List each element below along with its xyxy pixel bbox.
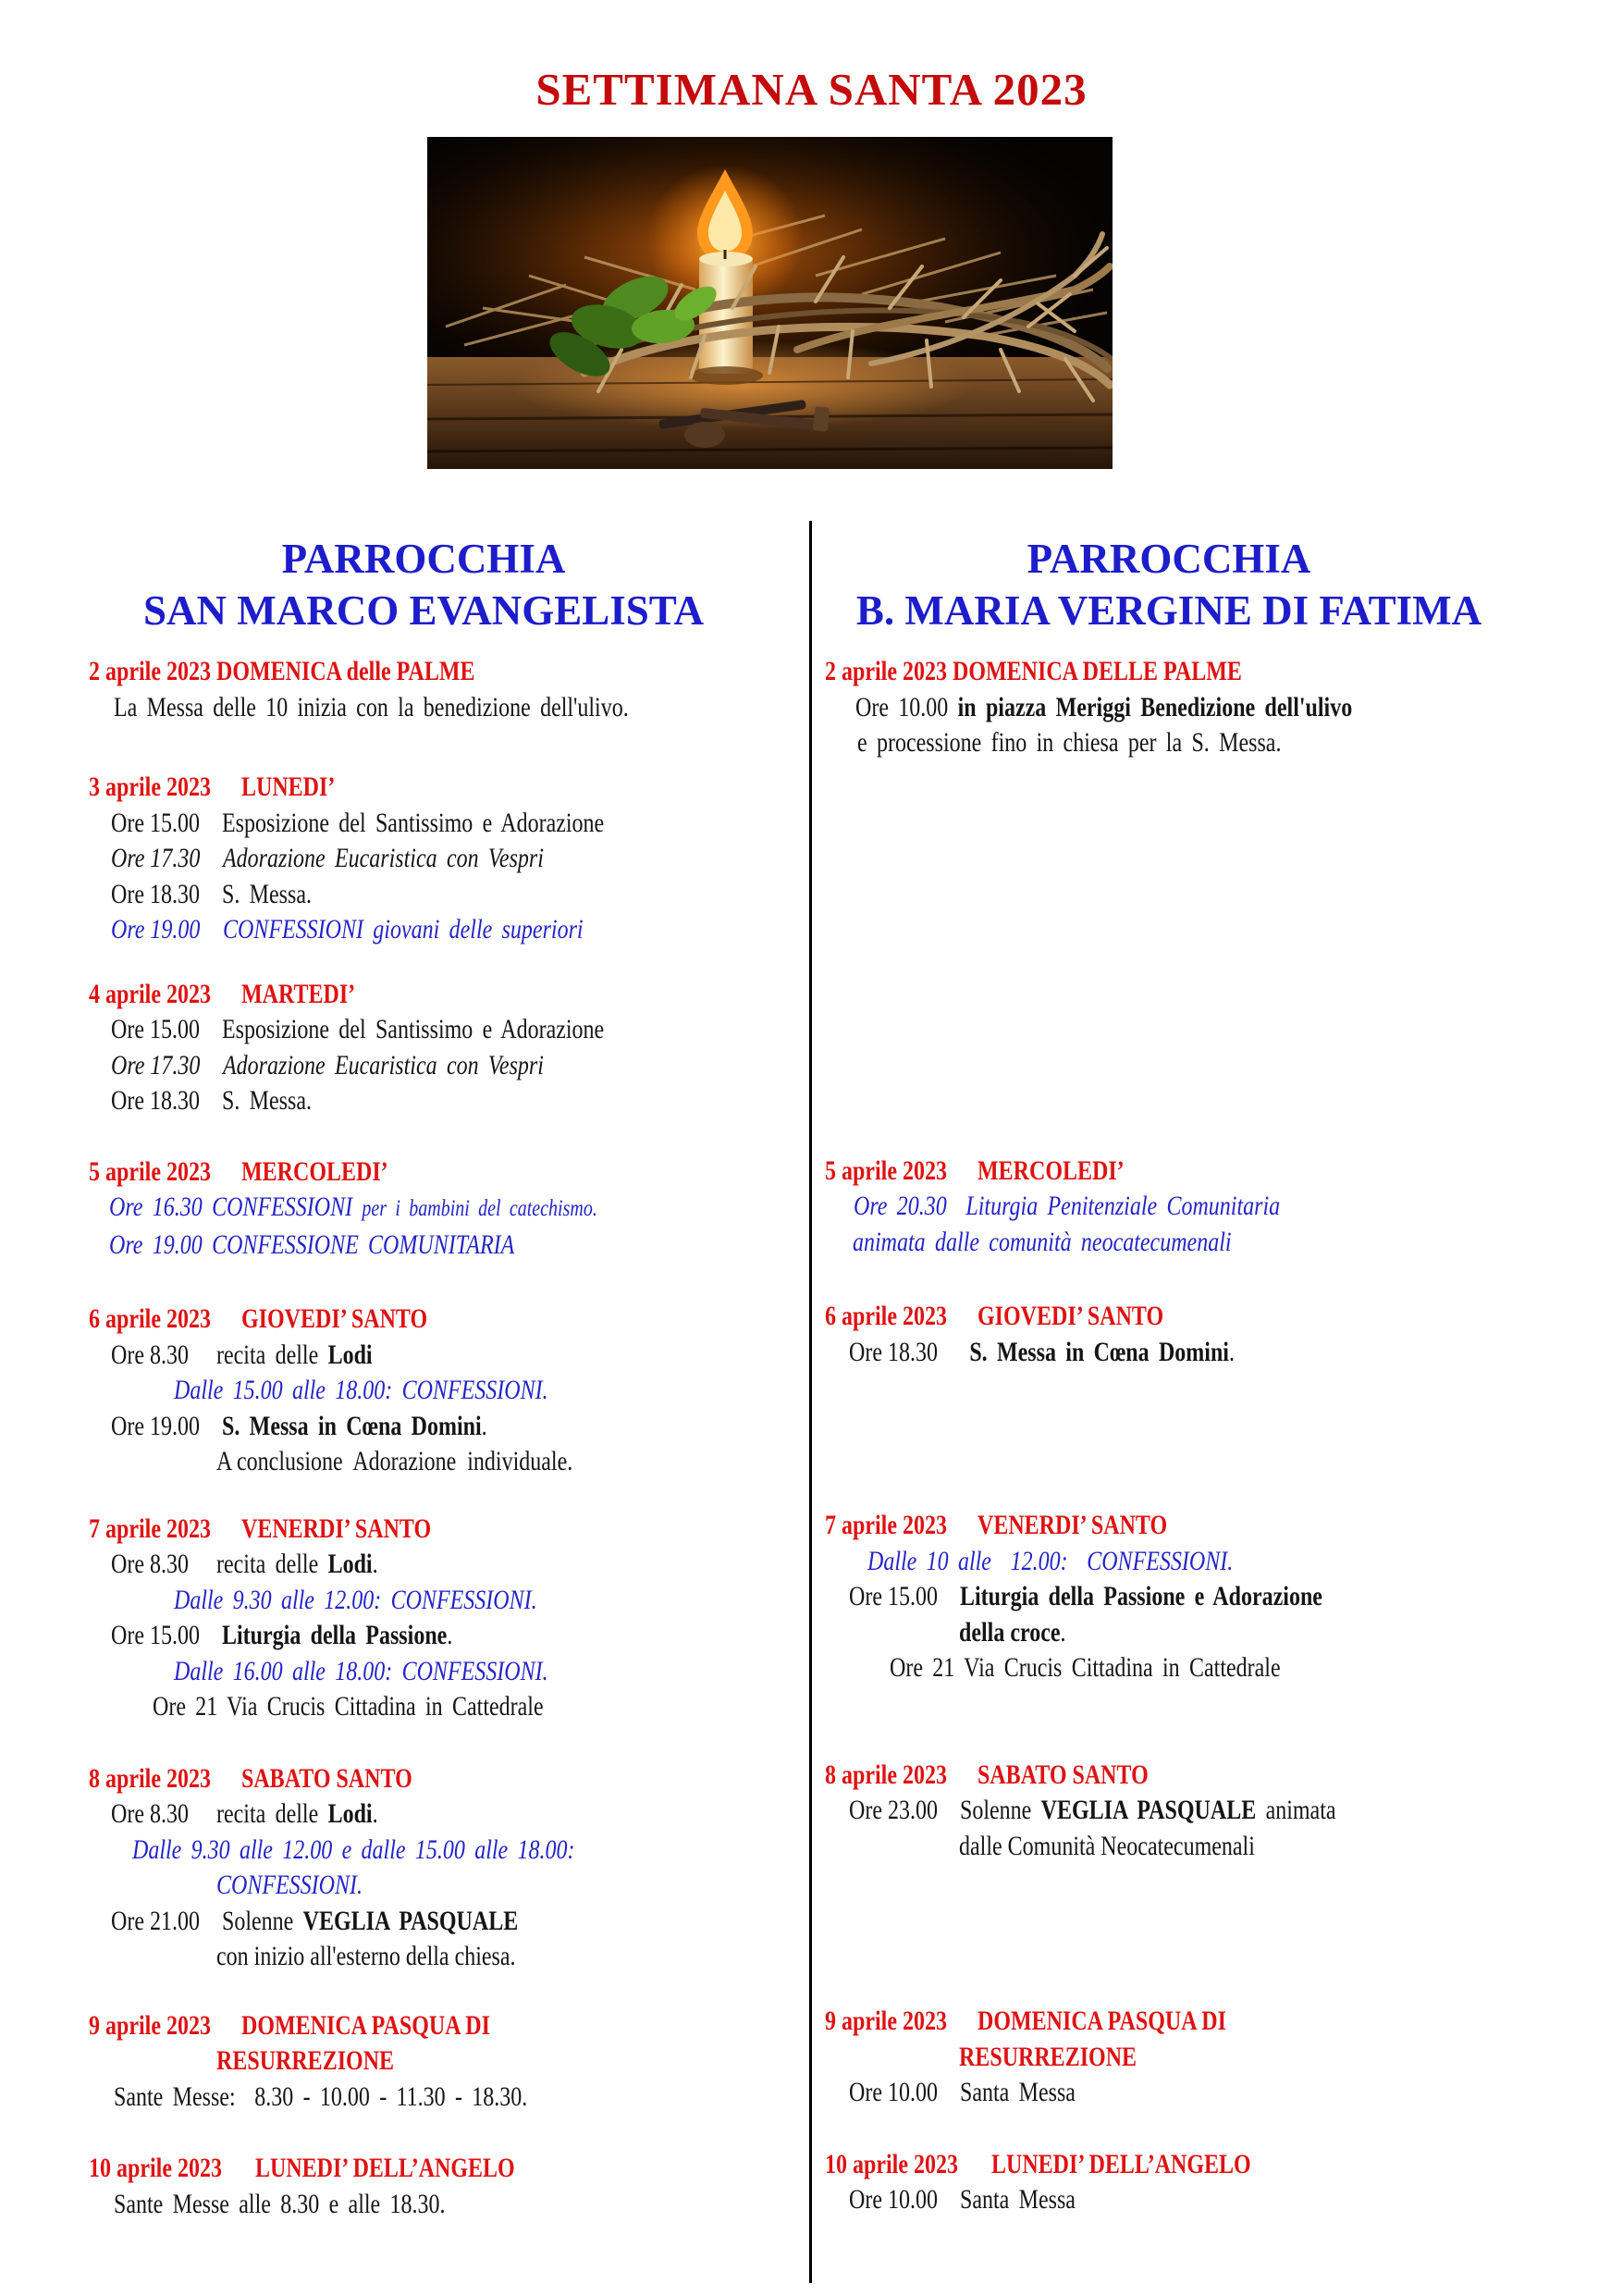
note-text <box>867 1544 1233 1580</box>
time-cell <box>849 2182 960 2218</box>
text-segment: Adorazione Eucaristica con Vespri <box>222 843 544 873</box>
date-cell <box>825 1154 977 1190</box>
note-row <box>89 2187 758 2223</box>
time-label: Ore 19.00 <box>111 914 201 944</box>
column-fatima <box>825 527 1513 2218</box>
continuation-text <box>216 1939 516 1975</box>
event-text <box>960 2182 1076 2218</box>
section-2-aprile-2023 <box>89 654 758 725</box>
day-label: MERCOLEDI’ <box>241 1155 388 1187</box>
column-divider <box>809 521 812 2283</box>
text-segment: animata <box>1256 1795 1336 1825</box>
note-row <box>825 690 1513 726</box>
date-row <box>89 654 758 690</box>
text-segment: Ore 20.30 Liturgia Penitenziale Comunitaria <box>854 1191 1281 1221</box>
event-text <box>222 1083 312 1119</box>
note-text <box>216 1868 363 1904</box>
text-segment: S. Messa in Cœna Domini <box>959 1336 1229 1367</box>
candle-crown-of-thorns-photo <box>427 137 1113 469</box>
section-10-aprile-2023 <box>89 2151 758 2222</box>
date-row <box>825 2004 1513 2040</box>
parish-header-line: B. MARIA VERGINE DI FATIMA <box>855 587 1482 634</box>
event-text <box>216 1338 373 1374</box>
schedule-row <box>89 1012 758 1048</box>
date-row <box>825 1758 1513 1794</box>
schedule-row <box>89 1547 758 1583</box>
date-label: 10 aprile 2023 <box>825 2148 958 2179</box>
event-text <box>223 912 584 948</box>
text-segment: Ore 16.30 CONFESSIONI <box>109 1191 363 1222</box>
text-segment: recita delle <box>216 1339 328 1370</box>
text-segment: Liturgia della Passione <box>221 1620 448 1650</box>
time-cell <box>111 877 222 913</box>
event-description <box>960 1579 1513 1615</box>
continuation-row <box>825 1829 1513 1865</box>
time-cell <box>111 912 223 948</box>
note-text <box>132 1833 575 1869</box>
text-segment: CONFESSIONI. <box>216 1870 363 1900</box>
text-segment: S. Messa in Cœna Domini <box>221 1410 482 1441</box>
day-label: SABATO SANTO <box>977 1759 1149 1790</box>
text-segment: La Messa delle 10 inizia con la benedizione dell'ulivo. <box>114 691 629 722</box>
parish-header-san-marco <box>89 527 758 636</box>
day-label: GIOVEDI’ SANTO <box>241 1303 428 1334</box>
text-segment: . <box>372 1549 378 1579</box>
section-7-aprile-2023 <box>89 1512 758 1725</box>
section-7-aprile-2023 <box>825 1508 1513 1686</box>
time-label: Ore 10.00 <box>849 2184 938 2215</box>
date-label: 8 aprile 2023 <box>825 1759 947 1790</box>
date-row <box>89 770 758 806</box>
time-label: Ore 15.00 <box>111 1014 200 1044</box>
date-label: 6 aprile 2023 <box>825 1301 947 1331</box>
time-cell <box>111 1547 216 1583</box>
date-row <box>825 1299 1513 1335</box>
event-text <box>960 1579 1322 1615</box>
day-label: DOMENICA PASQUA DI <box>241 2009 490 2041</box>
date-label: 5 aprile 2023 <box>825 1154 947 1186</box>
text-segment: della croce <box>959 1616 1061 1648</box>
event-text <box>223 1048 544 1084</box>
note-row <box>89 1228 758 1264</box>
event-description <box>216 1547 758 1583</box>
section-2-aprile-2023 <box>825 654 1513 761</box>
date-row <box>89 2008 758 2044</box>
text-segment: Lodi <box>327 1798 373 1829</box>
schedule-row <box>825 2182 1513 2218</box>
event-description <box>222 877 758 913</box>
schedule-row <box>89 1338 758 1374</box>
note-text <box>855 690 1352 726</box>
schedule-sections <box>825 654 1513 2218</box>
text-segment: S. Messa. <box>221 878 312 909</box>
text-segment: Dalle 9.30 alle 12.00: CONFESSIONI. <box>174 1584 537 1615</box>
text-segment: VEGLIA PASQUALE <box>302 1905 519 1936</box>
time-cell <box>111 1083 222 1119</box>
event-text <box>222 1618 452 1654</box>
continuation-row <box>89 1939 758 1975</box>
day-label: LUNEDI’ DELL’ANGELO <box>991 2148 1251 2179</box>
time-label: Ore 18.30 <box>849 1336 938 1367</box>
event-description <box>216 1796 758 1833</box>
text-segment: in piazza Meriggi Benedizione dell'ulivo <box>957 691 1353 722</box>
event-description <box>222 1904 758 1940</box>
schedule-row <box>825 1793 1513 1829</box>
time-cell <box>111 1048 223 1084</box>
event-description <box>223 841 758 877</box>
date-label: 9 aprile 2023 <box>825 2006 947 2036</box>
event-text <box>216 1547 378 1583</box>
time-label: Ore 15.00 <box>111 807 200 838</box>
section-8-aprile-2023 <box>825 1758 1513 1865</box>
event-text <box>960 1793 1336 1829</box>
text-segment: S. Messa. <box>221 1085 312 1116</box>
text-segment: Solenne <box>221 1905 303 1936</box>
text-segment: VEGLIA PASQUALE <box>1040 1795 1257 1825</box>
continuation-row <box>89 1444 758 1480</box>
text-segment: Adorazione Eucaristica con Vespri <box>222 1049 544 1080</box>
note-row <box>89 1868 758 1904</box>
event-text <box>960 2075 1076 2111</box>
schedule-row <box>89 1409 758 1445</box>
day-label: SABATO SANTO <box>241 1762 412 1794</box>
time-cell <box>111 1338 216 1374</box>
text-segment: Esposizione del Santissimo e Adorazione <box>221 807 605 838</box>
note-text <box>114 690 629 726</box>
page-title: SETTIMANA SANTA 2023 <box>535 64 1088 115</box>
date-row <box>825 2147 1513 2183</box>
text-segment: Ore 21 Via Crucis Cittadina in Cattedrale <box>890 1652 1281 1683</box>
text-segment: Dalle 15.00 alle 18.00: CONFESSIONI. <box>174 1375 548 1405</box>
date-cell <box>89 2008 241 2044</box>
event-description <box>216 1338 758 1374</box>
text-segment: . <box>1060 1616 1066 1648</box>
time-label: Ore 8.30 <box>111 1339 189 1370</box>
text-segment: . <box>481 1410 487 1441</box>
text-segment: Dalle 16.00 alle 18.00: CONFESSIONI. <box>174 1655 548 1686</box>
event-text <box>216 1796 378 1833</box>
time-label: Ore 8.30 <box>111 1549 189 1579</box>
text-segment: Lodi <box>327 1549 373 1579</box>
date-cell <box>89 2151 255 2187</box>
time-cell <box>849 1793 960 1829</box>
event-description <box>222 1012 758 1048</box>
note-row <box>89 2080 758 2116</box>
date-cell <box>89 977 241 1013</box>
day-label: LUNEDI’ <box>241 772 336 802</box>
note-text <box>109 1190 597 1228</box>
time-label: Ore 19.00 <box>111 1410 200 1441</box>
note-row <box>89 1583 758 1619</box>
text-segment: dalle Comunità Neocatecumenali <box>959 1830 1255 1861</box>
column-san-marco <box>89 527 758 2222</box>
date-row <box>89 1761 758 1797</box>
date-and-day-label: 2 aprile 2023 DOMENICA delle PALME <box>89 656 475 686</box>
date-cell <box>89 770 241 806</box>
text-segment: Ore 19.00 CONFESSIONE COMUNITARIA <box>109 1228 515 1260</box>
time-cell <box>111 1409 222 1445</box>
text-segment: Liturgia della Passione e Adorazione <box>959 1581 1322 1611</box>
date-cell <box>89 1512 241 1548</box>
event-description <box>223 1048 758 1084</box>
text-segment: CONFESSIONI giovani delle superiori <box>222 914 584 944</box>
date-label: 4 aprile 2023 <box>89 978 211 1009</box>
parish-header-line: SAN MARCO EVANGELISTA <box>143 587 704 634</box>
date-row <box>89 2151 758 2187</box>
text-segment: con inizio all'esterno della chiesa. <box>216 1941 516 1971</box>
day-label: RESURREZIONE <box>959 2041 1137 2072</box>
time-label: Ore 8.30 <box>111 1798 189 1829</box>
date-label: 8 aprile 2023 <box>89 1762 211 1794</box>
text-segment: per i bambini del catechismo. <box>362 1196 597 1221</box>
note-row <box>89 1833 758 1869</box>
day-label-continued <box>89 2043 758 2080</box>
text-segment: Solenne <box>959 1795 1041 1825</box>
note-text <box>854 1189 1280 1225</box>
schedule-row <box>89 1796 758 1833</box>
section-9-aprile-2023 <box>825 2004 1513 2111</box>
note-row <box>89 1373 758 1409</box>
text-segment: . <box>1228 1336 1235 1367</box>
note-row <box>89 690 758 726</box>
event-description <box>222 1618 758 1654</box>
text-segment: recita delle <box>216 1549 328 1579</box>
schedule-row <box>89 1904 758 1940</box>
time-cell <box>111 841 223 877</box>
continuation-text <box>959 1615 1066 1651</box>
section-6-aprile-2023 <box>825 1299 1513 1370</box>
note-text <box>853 1225 1232 1261</box>
event-description <box>223 912 758 948</box>
text-segment: Ore 10.00 <box>855 691 958 722</box>
event-description <box>960 2075 1513 2111</box>
date-row <box>89 1154 758 1191</box>
note-row <box>825 1225 1513 1261</box>
text-segment: recita delle <box>216 1798 328 1829</box>
text-segment: Ore 21 Via Crucis Cittadina in Cattedrale <box>153 1691 544 1722</box>
date-label: 10 aprile 2023 <box>89 2153 222 2183</box>
note-row <box>89 1689 758 1725</box>
event-description <box>222 806 758 842</box>
day-label: DOMENICA PASQUA DI <box>977 2006 1226 2036</box>
date-label: 3 aprile 2023 <box>89 772 211 802</box>
event-description <box>960 1335 1513 1371</box>
section-10-aprile-2023 <box>825 2147 1513 2218</box>
event-text <box>223 841 544 877</box>
time-cell <box>111 1618 222 1654</box>
date-row <box>89 1512 758 1548</box>
time-label: Ore 15.00 <box>849 1581 938 1611</box>
schedule-row <box>89 841 758 877</box>
note-row <box>825 725 1513 761</box>
date-cell <box>89 1154 241 1191</box>
date-cell <box>825 2004 977 2040</box>
date-cell <box>825 1299 977 1335</box>
event-text <box>222 1012 604 1048</box>
date-cell <box>825 1508 977 1544</box>
text-segment: Dalle 10 alle 12.00: CONFESSIONI. <box>867 1545 1234 1576</box>
text-segment: Sante Messe alle 8.30 e alle 18.30. <box>114 2188 446 2219</box>
event-text <box>222 1409 487 1445</box>
parish-header-line: PARROCCHIA <box>1027 536 1311 582</box>
time-label: Ore 10.00 <box>849 2077 938 2107</box>
date-label: 6 aprile 2023 <box>89 1303 211 1334</box>
text-segment: Sante Messe: 8.30 - 10.00 - 11.30 - 18.30. <box>114 2080 528 2112</box>
section-3-aprile-2023 <box>89 770 758 948</box>
schedule-row <box>825 2075 1513 2111</box>
time-cell <box>111 1904 222 1940</box>
candle-photo-illustration <box>427 137 1113 469</box>
time-label: Ore 17.30 <box>111 843 201 873</box>
event-text <box>222 877 312 913</box>
section-5-aprile-2023 <box>89 1154 758 1264</box>
continuation-text <box>216 1444 572 1480</box>
section-9-aprile-2023 <box>89 2008 758 2116</box>
schedule-row <box>89 877 758 913</box>
candle-body <box>699 255 753 374</box>
note-text <box>153 1689 544 1725</box>
event-description <box>222 1409 758 1445</box>
date-row <box>825 1508 1513 1544</box>
day-label: MERCOLEDI’ <box>977 1154 1125 1186</box>
section-6-aprile-2023 <box>89 1302 758 1480</box>
note-text <box>114 2187 446 2223</box>
date-row <box>89 1302 758 1338</box>
note-row <box>825 1544 1513 1580</box>
event-text <box>222 806 604 842</box>
date-row <box>89 977 758 1013</box>
day-label: GIOVEDI’ SANTO <box>977 1301 1164 1331</box>
text-segment: A conclusione Adorazione individuale. <box>216 1446 573 1476</box>
date-row <box>825 1154 1513 1190</box>
section-4-aprile-2023 <box>89 977 758 1119</box>
note-row <box>825 1650 1513 1686</box>
day-label: RESURREZIONE <box>216 2045 395 2076</box>
schedule-row <box>89 806 758 842</box>
date-label: 7 aprile 2023 <box>89 1512 211 1544</box>
time-label: Ore 21.00 <box>111 1905 200 1936</box>
section-8-aprile-2023 <box>89 1761 758 1975</box>
event-description <box>222 1083 758 1119</box>
time-cell <box>849 1335 960 1371</box>
date-and-day-label: 2 aprile 2023 DOMENICA DELLE PALME <box>825 656 1242 686</box>
schedule-row <box>825 1335 1513 1371</box>
time-label: Ore 23.00 <box>849 1795 938 1825</box>
text-segment: Lodi <box>327 1339 373 1370</box>
note-text <box>174 1654 548 1690</box>
event-text <box>222 1904 518 1940</box>
schedule-row <box>825 1579 1513 1615</box>
date-cell <box>89 1761 241 1797</box>
note-row <box>825 1189 1513 1225</box>
time-cell <box>849 2075 960 2111</box>
note-text <box>174 1373 548 1409</box>
time-label: Ore 18.30 <box>111 878 200 909</box>
text-segment: . <box>372 1798 378 1829</box>
event-text <box>960 1335 1235 1371</box>
day-label: LUNEDI’ DELL’ANGELO <box>255 2153 515 2183</box>
time-cell <box>111 806 222 842</box>
date-label: 9 aprile 2023 <box>89 2009 211 2041</box>
text-segment: animata dalle comunità neocatecumenali <box>853 1226 1232 1257</box>
date-label: 5 aprile 2023 <box>89 1155 211 1187</box>
note-text <box>114 2080 527 2116</box>
date-label: 7 aprile 2023 <box>825 1510 947 1540</box>
continuation-text <box>959 1829 1255 1865</box>
time-label: Ore 17.30 <box>111 1049 201 1080</box>
day-label: MARTEDI’ <box>241 978 356 1009</box>
date-cell <box>825 1758 977 1794</box>
event-description <box>960 1793 1513 1829</box>
date-row <box>825 654 1513 690</box>
note-row <box>89 1190 758 1228</box>
text-segment: Santa Messa <box>959 2077 1076 2107</box>
schedule-row <box>89 1618 758 1654</box>
parish-header-line: PARROCCHIA <box>281 536 566 582</box>
text-segment: . <box>447 1620 453 1650</box>
schedule-row <box>89 1048 758 1084</box>
day-label-continued <box>825 2040 1513 2076</box>
note-text <box>109 1228 514 1264</box>
time-cell <box>111 1012 222 1048</box>
note-text <box>857 725 1281 761</box>
time-cell <box>111 1796 216 1833</box>
schedule-sections <box>89 654 758 2222</box>
text-segment: e processione fino in chiesa per la S. Messa. <box>857 727 1282 758</box>
text-segment: Dalle 9.30 alle 12.00 e dalle 15.00 alle 18.00: <box>132 1833 575 1865</box>
note-row <box>89 1654 758 1690</box>
text-segment: Esposizione del Santissimo e Adorazione <box>221 1014 605 1044</box>
continuation-row <box>825 1615 1513 1651</box>
time-label: Ore 18.30 <box>111 1085 200 1116</box>
date-cell <box>89 1302 241 1338</box>
schedule-row <box>89 1083 758 1119</box>
day-label: VENERDI’ SANTO <box>241 1512 432 1544</box>
note-text <box>890 1650 1281 1686</box>
note-text <box>174 1583 537 1619</box>
event-description <box>960 2182 1513 2218</box>
time-cell <box>849 1579 960 1615</box>
date-cell <box>825 2147 991 2183</box>
text-segment: Santa Messa <box>959 2184 1076 2215</box>
parish-header-fatima <box>825 527 1513 636</box>
day-label: VENERDI’ SANTO <box>977 1510 1168 1540</box>
time-label: Ore 15.00 <box>111 1620 200 1650</box>
section-5-aprile-2023 <box>825 1154 1513 1261</box>
schedule-row <box>89 912 758 948</box>
